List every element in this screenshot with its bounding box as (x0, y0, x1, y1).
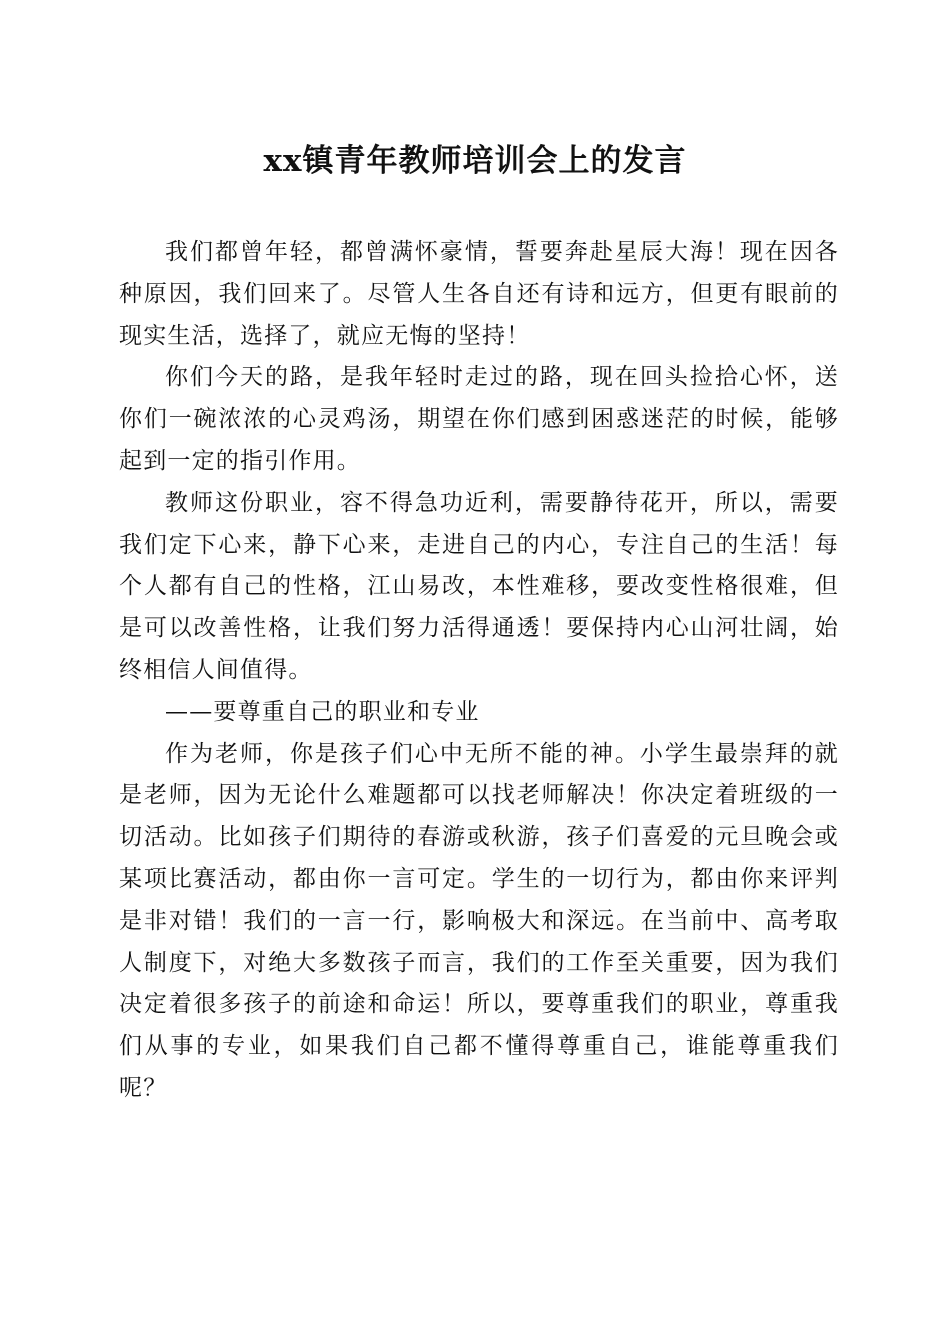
paragraph-4: 作为老师，你是孩子们心中无所不能的神。小学生最崇拜的就是老师，因为无论什么难题都可以找老师解决！你决定着班级的一切活动。比如孩子们期待的春游或秋游，孩子们喜爱的元旦晚会或某项比赛活动，都由你一言可定。学生的一切行为，都由你来评判是非对错！我们的一言一行，影响极大和深远。在当前中、高考取人制度下，对绝大多数孩子而言，我们的工作至关重要，因为我们决定着很多孩子的前途和命运！所以，要尊重我们的职业，尊重我们从事的专业，如果我们自己都不懂得尊重自己，谁能尊重我们呢？ (119, 740, 839, 1101)
document-title: xx镇青年教师培训会上的发言 (263, 143, 687, 179)
paragraph-1: 我们都曾年轻，都曾满怀豪情，誓要奔赴星辰大海！现在因各种原因，我们回来了。尽管人生各自还有诗和远方，但更有眼前的现实生活，选择了，就应无悔的坚持！ (119, 239, 839, 349)
paragraph-2: 你们今天的路，是我年轻时走过的路，现在回头捡拾心怀，送你们一碗浓浓的心灵鸡汤，期望在你们感到困惑迷茫的时候，能够起到一定的指引作用。 (119, 364, 839, 474)
document-body (119, 232, 839, 1110)
section-heading: ——要尊重自己的职业和专业 (165, 698, 480, 725)
paragraph-3: 教师这份职业，容不得急功近利，需要静待花开，所以，需要我们定下心来，静下心来，走进自己的内心，专注自己的生活！每个人都有自己的性格，江山易改，本性难移，要改变性格很难，但是可以改善性格，让我们努力活得通透！要保持内心山河壮阔，始终相信人间值得。 (119, 489, 839, 683)
